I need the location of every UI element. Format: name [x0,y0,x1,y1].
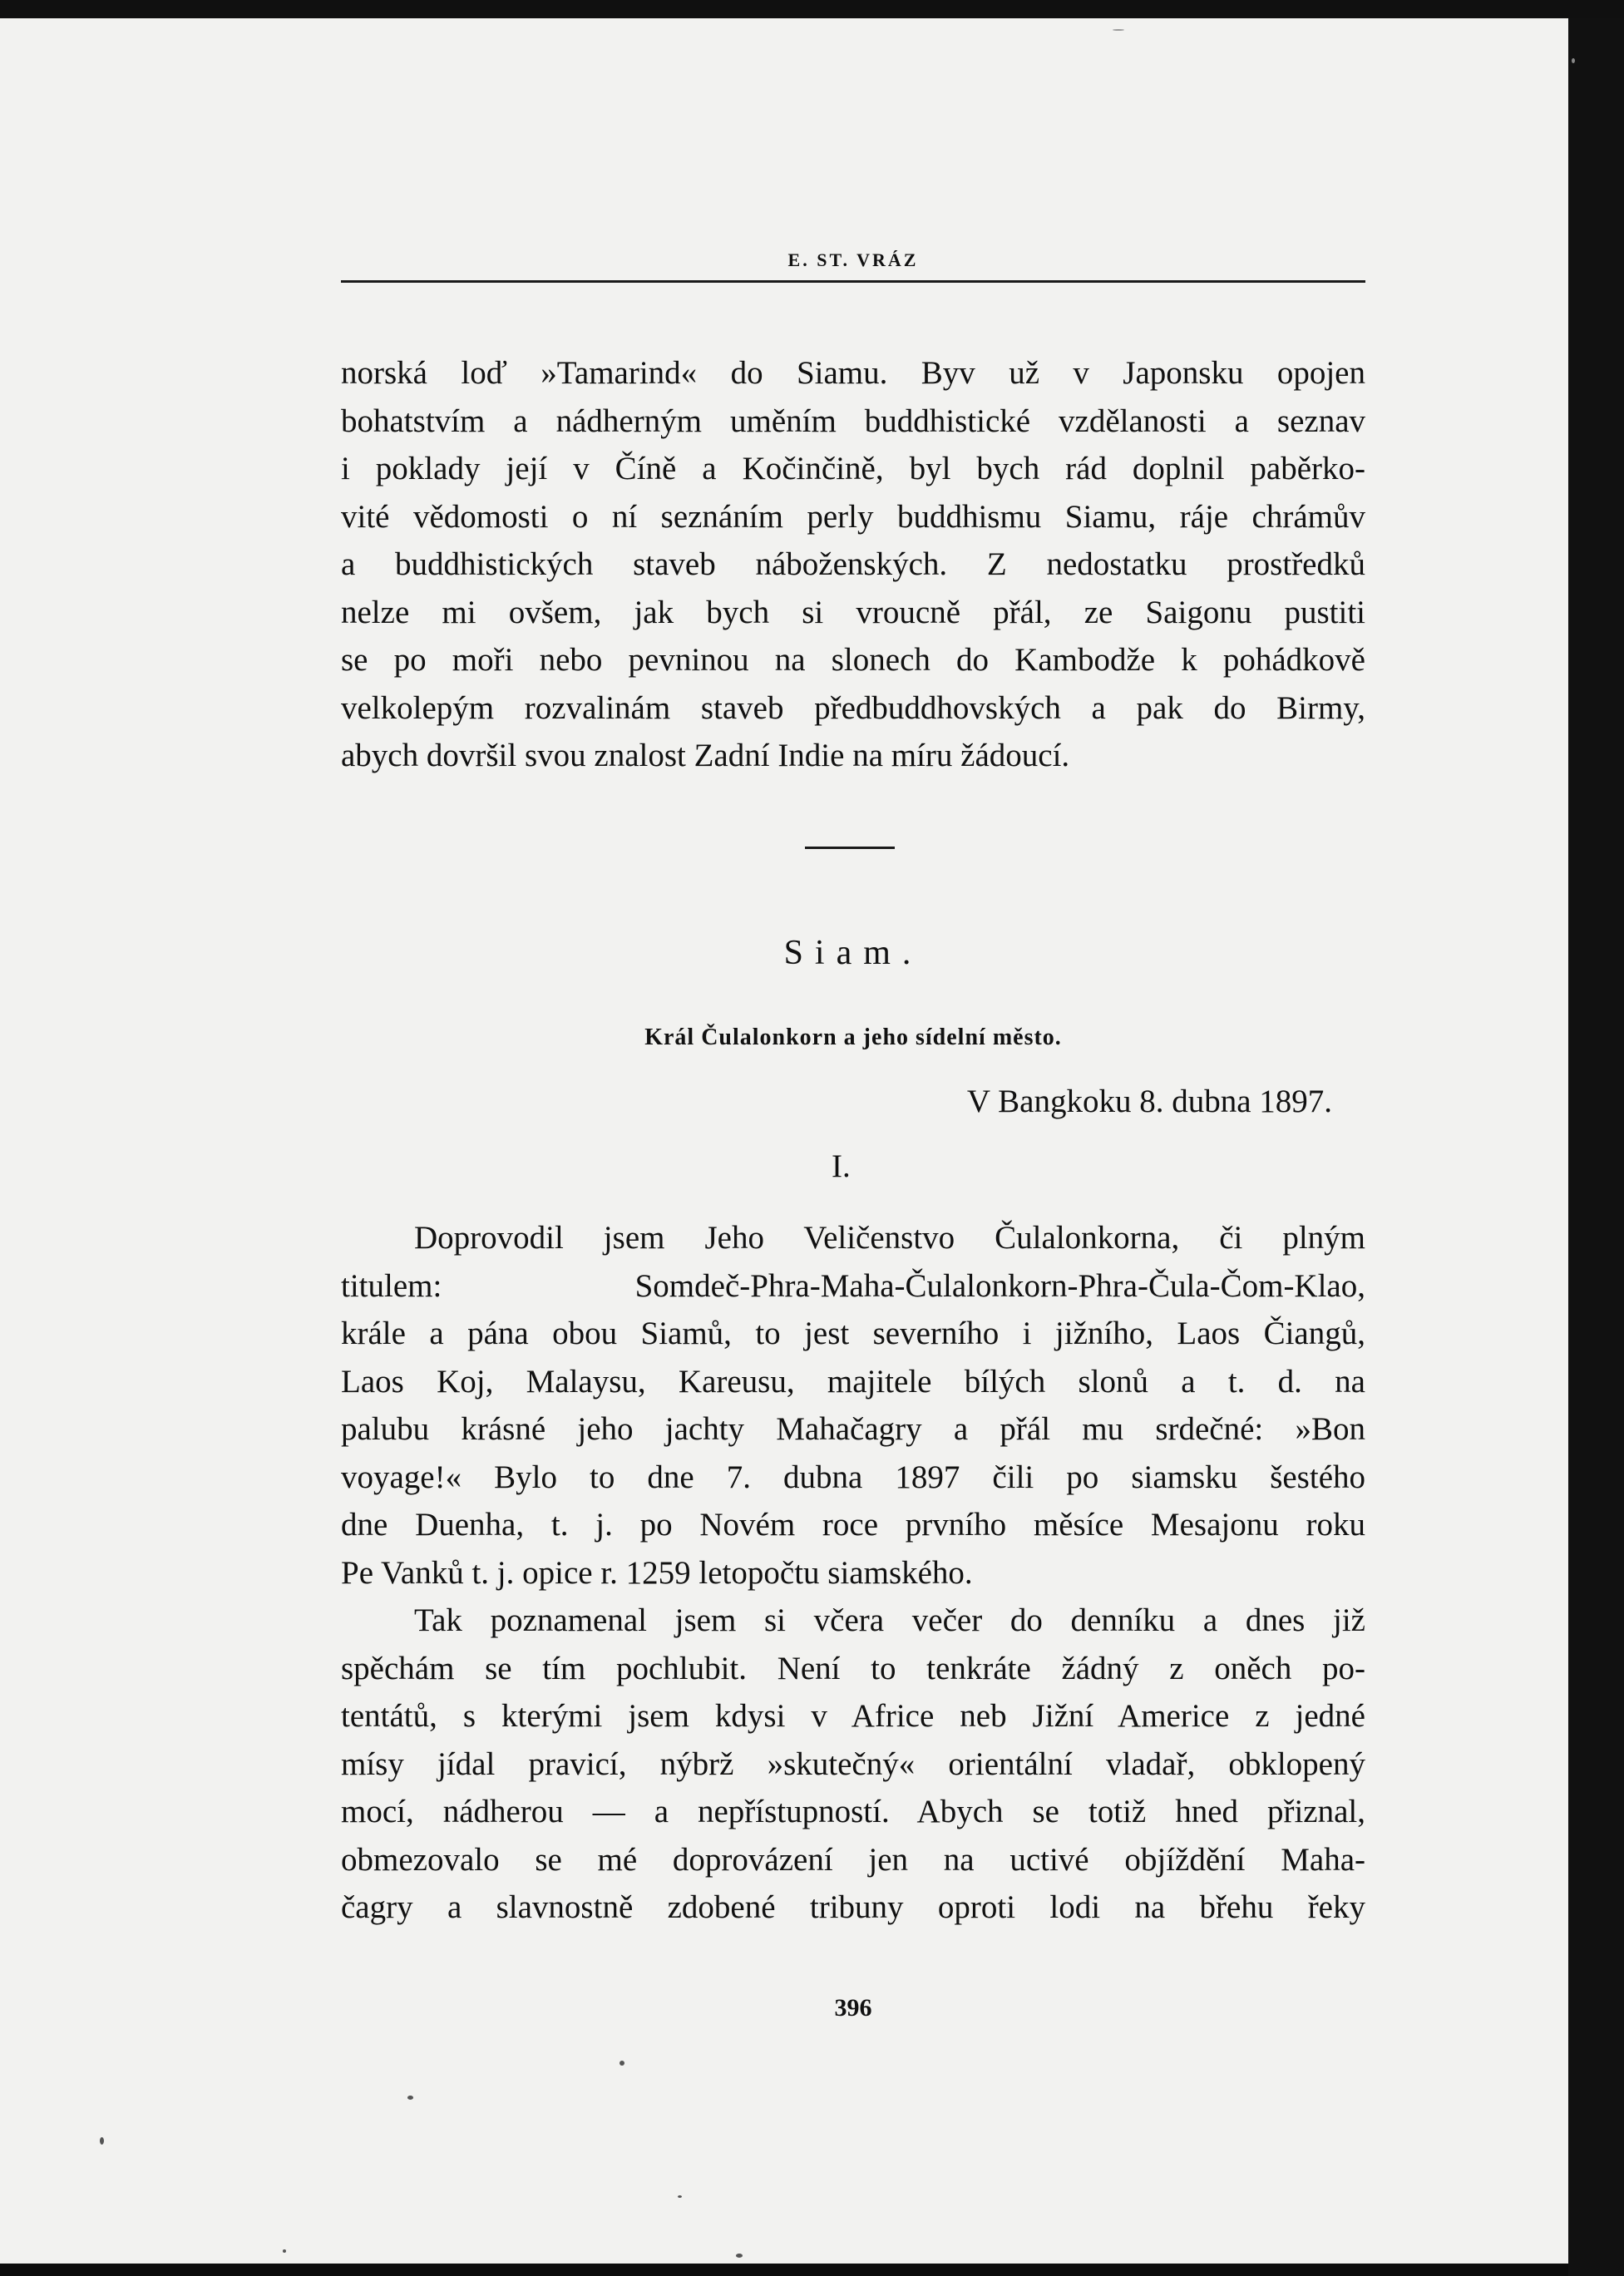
section-divider [805,847,895,849]
scan-speck [1113,29,1124,31]
scan-speck [283,2249,286,2253]
section-title: Siam. [783,934,923,972]
text-line: voyage!« Bylo to dne 7. dubna 1897 čili po siamsku šestého [341,1459,1365,1495]
page-number: 396 [834,1994,872,2022]
text-line: čagry a slavnostně zdobené tribuny oproti lodi na břehu řeky [341,1889,1365,1925]
running-header: E. ST. VRÁZ [787,249,919,270]
text-line: abych dovršil svou znalost Zadní Indie na míru žádoucí. [341,738,1070,773]
scan-speck [100,2137,104,2145]
text-line: palubu krásné jeho jachty Mahačagry a přál mu srdečné: »Bon [341,1411,1365,1447]
text-line: nelze mi ovšem, jak bych si vroucně přál, ze Saigonu pustiti [341,594,1365,630]
scan-speck [619,2061,624,2066]
text-line: spěchám se tím pochlubit. Není to tenkráte žádný z oněch po- [341,1650,1365,1686]
text-line: Laos Koj, Malaysu, Kareusu, majitele bílých slonů a t. d. na [341,1363,1365,1400]
text-line: titulem: Somdeč-Phra-Maha-Čulalonkorn-Phra-Čula-Čom-Klao, [341,1267,1365,1304]
text-line: Tak poznamenal jsem si včera večer do denníku a dnes již [414,1602,1365,1638]
text-line: se po moři nebo pevninou na slonech do Kambodže k pohádkově [341,642,1365,678]
scan-speck [736,2254,743,2258]
text-line: vité vědomosti o ní seznáním perly buddhismu Siamu, ráje chrámův [341,498,1365,535]
text-line: norská loď »Tamarind« do Siamu. Byv už v Japonsku opojen [341,355,1365,391]
part-number: I. [832,1148,851,1184]
scan-speck [1572,58,1575,63]
scan-speck [407,2096,413,2100]
text-line: i poklady její v Číně a Kočinčině, byl bych rád doplnil paběrko- [341,451,1365,486]
text-line: mocí, nádherou — a nepřístupností. Abych se totiž hned přiznal, [341,1794,1365,1829]
text-line: krále a pána obou Siamů, to jest severního i jižního, Laos Čiangů, [341,1316,1365,1351]
text-line: tentátů, s kterými jsem kdysi v Africe neb Jižní Americe z jedné [341,1698,1365,1734]
text-line: bohatstvím a nádherným uměním buddhistické vzdělanosti a seznav [341,402,1365,439]
text-line: velkolepým rozvalinám staveb předbuddhovských a pak do Birmy, [341,689,1365,726]
section-subtitle: Král Čulalonkorn a jeho sídelní město. [644,1024,1062,1050]
scan-top-border [0,0,1624,18]
text-line: mísy jídal pravicí, nýbrž »skutečný« orientální vladař, obklopený [341,1745,1365,1782]
dateline: V Bangkoku 8. dubna 1897. [966,1084,1332,1119]
text-line: Doprovodil jsem Jeho Veličenstvo Čulalonkorna, či plným [414,1220,1365,1256]
text-line: dne Duenha, t. j. po Novém roce prvního měsíce Mesajonu roku [341,1507,1365,1543]
text-line: Pe Vanků t. j. opice r. 1259 letopočtu siamského. [341,1554,973,1591]
paragraph-1 [341,349,1365,780]
text-line: obmezovalo se mé doprovázení jen na uctivé objíždění Maha- [341,1841,1365,1878]
paragraph-2 [341,1214,1365,1597]
scan-right-border [1568,18,1624,2276]
scan-speck [678,2195,682,2198]
paragraph-3 [341,1597,1365,1932]
header-rule [341,280,1365,283]
text-line: a buddhistických staveb náboženských. Z nedostatku prostředků [341,546,1365,582]
